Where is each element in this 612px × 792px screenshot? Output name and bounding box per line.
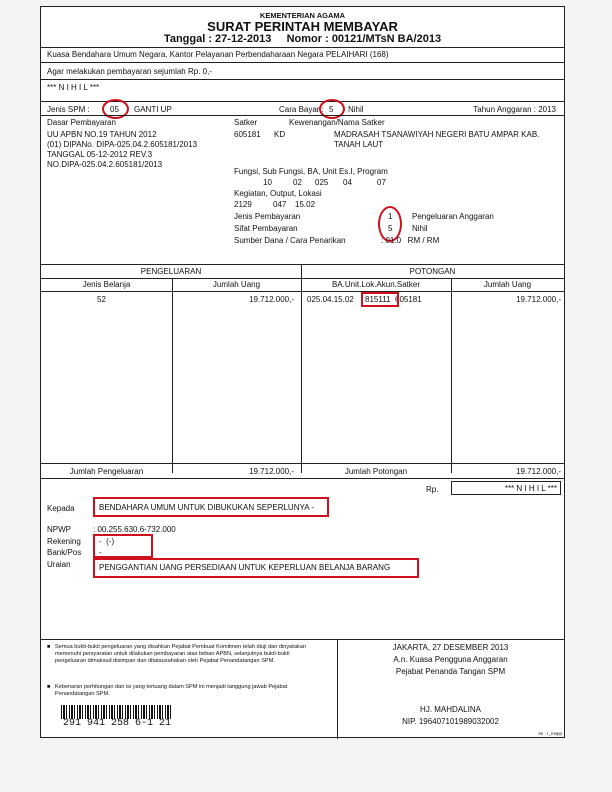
dasar-label: Dasar Pembayaran [47,118,116,127]
dasar-line: NO.DIPA-025.04.2.605181/2013 [47,160,163,169]
an-kuasa: A.n. Kuasa Pengguna Anggaran [393,655,508,664]
jenis-pembayaran-text: Pengeluaran Anggaran [412,212,494,221]
satker-name: TANAH LAUT [334,140,384,149]
total-potongan-label: Jumlah Potongan [344,467,408,476]
divider [41,291,564,292]
divider [41,79,564,80]
jenis-spm-label: Jenis SPM : [47,105,90,114]
cara-bayar-code: 5 [329,105,334,114]
rp-box [451,481,561,495]
satker-kd: KD [274,130,286,139]
divider [41,639,564,640]
column-divider [451,278,452,473]
col-jenis-belanja: Jenis Belanja [82,280,131,289]
system-code: sn : r_mspp [538,731,562,736]
agar-text: Agar melakukan pembayaran sejumlah Rp. 0,- [47,67,212,76]
document-title: SURAT PERINTAH MEMBAYAR [207,19,398,34]
dasar-line: UU APBN NO.19 TAHUN 2012 [47,130,157,139]
highlight-box [93,534,153,558]
column-divider [172,278,173,473]
total-pengeluaran-label: Jumlah Pengeluaran [69,467,144,476]
rp-value: *** N I H I L *** [504,484,557,493]
divider [41,278,301,279]
bullet-icon: ■ [47,684,51,690]
jenis-spm-code: 05 [110,105,119,114]
row-jenis-belanja: 52 [97,295,106,304]
dasar-line: (01) DIPANo. DIPA-025.04.2.605181/2013 [47,140,198,149]
rp-label: Rp. [426,485,439,494]
note-1 [47,644,309,665]
divider [41,115,564,116]
pengeluaran-title: PENGELUARAN [140,267,202,276]
cara-bayar-text: Nihil [348,105,364,114]
potongan-title: POTONGAN [409,267,456,276]
tahun-anggaran: Tahun Anggaran : 2013 [473,105,556,114]
rekening-value: - (-) [99,537,115,546]
fungsi-value: 10 [263,178,272,187]
kewenangan-label: Kewenangan/Nama Satker [289,118,385,127]
jenis-spm-text: GANTI UP [134,105,172,114]
fungsi-value: 025 [315,178,329,187]
divider [41,47,564,48]
highlight-box [361,292,399,307]
row-jumlah-uang: 19.712.000,- [249,295,294,304]
row-ba-akun: 815111 [365,295,391,304]
kegiatan-value: 15.02 [295,200,316,209]
kegiatan-value: 2129 [234,200,252,209]
fungsi-value: 07 [377,178,386,187]
row-ba-prefix: 025.04.15.02 [307,295,354,304]
jenis-pembayaran-label: Jenis Pembayaran [234,212,301,221]
total-potongan: 19.712.000,- [516,467,561,476]
bank-value: - [99,548,102,557]
satker-name: MADRASAH TSANAWIYAH NEGERI BATU AMPAR KAB. [334,130,540,139]
sumber-label: Sumber Dana / Cara Penarikan [234,236,346,245]
signer-name: HJ. MAHDALINA [420,705,481,714]
fungsi-label: Fungsi, Sub Fungsi, BA, Unit Es.I, Program [234,167,388,176]
divider [41,478,564,479]
signer-nip: NIP. 196407101989032002 [402,717,499,726]
bank-label: Bank/Pos [47,548,82,557]
divider [41,62,564,63]
dasar-line: TANGGAL 05-12-2012 REV.3 [47,150,153,159]
kepada-value: BENDAHARA UMUM UNTUK DIBUKUKAN SEPERLUNYA - [99,503,314,512]
rekening-label: Rekening [47,537,81,546]
npwp-value: : 00.255.630.6-732.000 [93,525,176,534]
jenis-pembayaran-code: 1 [388,212,393,221]
sifat-code: 5 [388,224,393,233]
divider [41,463,564,464]
total-pengeluaran: 19.712.000,- [249,467,294,476]
kegiatan-label: Kegiatan, Output, Lokasi [234,189,322,198]
kegiatan-value: 047 [273,200,287,209]
row-jumlah-potongan: 19.712.000,- [516,295,561,304]
satker-label: Satker [234,118,258,127]
cara-bayar-label: Cara Bayar : [279,105,324,114]
sifat-text: Nihil [412,224,428,233]
col-jumlah-uang: Jumlah Uang [212,280,261,289]
barcode-text: 291 941 258 6-1 21 [63,718,172,729]
column-divider [301,264,302,473]
pejabat-title: Pejabat Penanda Tangan SPM [395,667,506,676]
kuasa-text: Kuasa Bendahara Umum Negara, Kantor Pelayanan Perbendaharaan Negara PELAIHARI (168) [47,50,389,59]
npwp-label: NPWP [47,525,71,534]
place-date: JAKARTA, 27 DESEMBER 2013 [392,643,509,652]
spm-document [40,6,565,738]
date-number-line: Tanggal : 27-12-2013 Nomor : 00121/MTsN BA/2013 [163,33,442,45]
note-2-text: Kebenaran perhitungan dan isi yang tertuang dalam SPM ini menjadi tanggung jawab Pejabat Penandatangan SPM. [55,684,288,697]
divider [301,278,564,279]
ministry-name: KEMENTERIAN AGAMA [259,11,346,20]
col-jumlah-uang-potongan: Jumlah Uang [483,280,532,289]
col-ba-unit: BA.Unit.Lok.Akun.Satker [331,280,421,289]
kepada-label: Kepada [47,504,75,513]
bullet-icon: ■ [47,644,51,650]
table-top-border [41,264,564,265]
fungsi-value: 02 [293,178,302,187]
uraian-value: PENGGANTIAN UANG PERSEDIAAN UNTUK KEPERLUAN BELANJA BARANG [99,563,391,572]
row-ba-suffix: 605181 [395,295,422,304]
barcode-image [61,705,173,719]
fungsi-value: 04 [343,178,352,187]
sumber-value: : 01.0 RM / RM [381,236,440,245]
note-2 [47,684,309,698]
nihil-amount: *** N I H I L *** [47,83,100,92]
highlight-oval [102,99,129,119]
satker-code: 605181 [234,130,261,139]
uraian-label: Uraian [47,560,71,569]
highlight-oval [319,99,345,119]
note-1-text: Semua bukti-bukti pengeluaran yang disahkan Pejabat Pembuat Komitmen telah diuji dan dinyatakan memenuhi persyaratan untuk dilakukan pembayaran atas beban APBN, selanjutnya bukti-bukti pengeluaran dimaksud disimpan dan ditatausahakan oleh Pejabat Penandatangan SPM. [55,644,306,664]
sifat-label: Sifat Pembayaran [234,224,298,233]
